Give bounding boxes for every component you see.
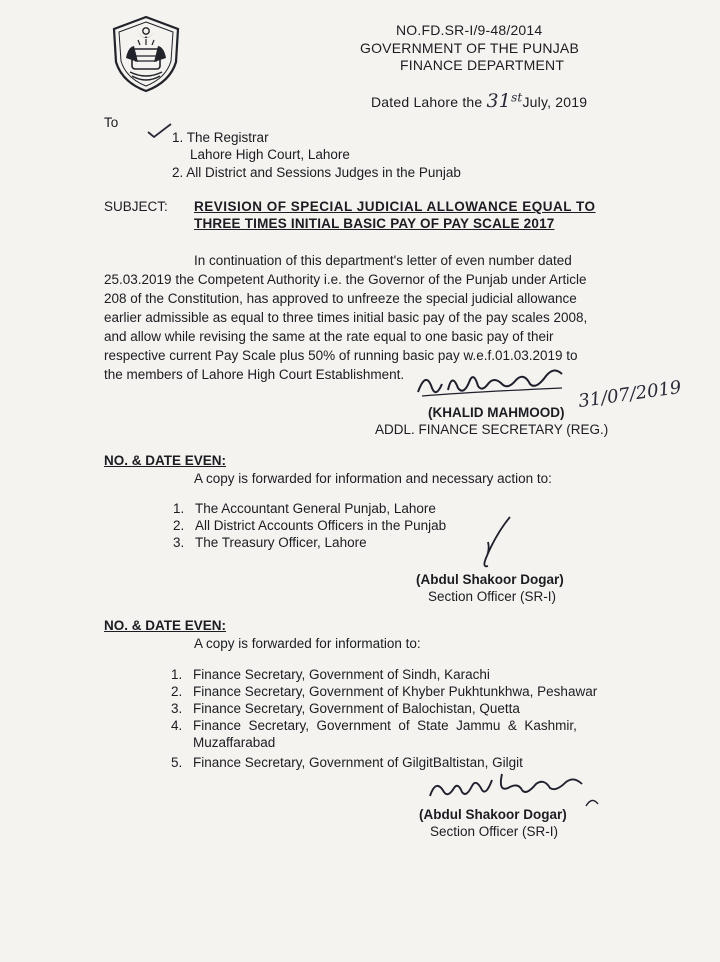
signature-stroke (476, 514, 516, 572)
signatory-title: ADDL. FINANCE SECRETARY (REG.) (375, 422, 609, 437)
copy-intro: A copy is forwarded for information and necessary action to: (194, 471, 552, 486)
body-line-7: the members of Lahore High Court Establishment. (104, 367, 405, 382)
signatory-name: (Abdul Shakoor Dogar) (416, 572, 564, 587)
copy-intro: A copy is forwarded for information to: (194, 636, 421, 651)
list-item-continuation: Muzaffarabad (193, 735, 276, 750)
list-item: 1. The Accountant General Punjab, Lahore (173, 501, 436, 516)
addressee-line: The Registrar (186, 130, 269, 145)
tick-mark-icon (146, 122, 174, 140)
signatory-title: Section Officer (SR-I) (428, 589, 557, 604)
list-item: 2. Finance Secretary, Government of Khyber Pukhtunkhwa, Peshawar (171, 684, 598, 699)
signatory-name: (KHALID MAHMOOD) (428, 405, 565, 420)
copy2-list (171, 666, 597, 771)
list-item: 3. The Treasury Officer, Lahore (173, 535, 367, 550)
subject-line-2: THREE TIMES INITIAL BASIC PAY OF PAY SCALE 2017 (194, 216, 555, 231)
list-item: 4. Finance Secretary, Government of State Jammu & Kashmir, (171, 718, 577, 733)
department-name: FINANCE DEPARTMENT (400, 57, 565, 73)
copy-heading: NO. & DATE EVEN: (104, 618, 227, 633)
addressee-item-number: 1. (172, 130, 184, 145)
body-line-6: respective current Pay Scale plus 50% of running basic pay w.e.f.01.03.2019 to (104, 348, 578, 363)
date-month-year: July, 2019 (522, 94, 588, 110)
reference-number: NO.FD.SR-I/9-48/2014 (396, 22, 543, 38)
addressee-item-number: 2. (172, 165, 184, 180)
to-label: To (104, 115, 119, 130)
copy1-list (173, 500, 446, 551)
handwritten-day-suffix: st (511, 90, 523, 105)
addressee-item-1 (172, 129, 350, 163)
handwritten-day: 31 (486, 90, 512, 112)
body-line-1: In continuation of this department's letter of even number dated (194, 253, 572, 268)
body-line-3: 208 of the Constitution, has approved to unfreeze the special judicial allowance (104, 291, 577, 306)
list-item: 3. Finance Secretary, Government of Balochistan, Quetta (171, 701, 520, 716)
subject-line-1: REVISION OF SPECIAL JUDICIAL ALLOWANCE EQUAL TO (194, 199, 596, 214)
addressee-line: All District and Sessions Judges in the Punjab (186, 165, 461, 180)
signature-khalid-mahmood (412, 362, 580, 404)
signatory-name: (Abdul Shakoor Dogar) (419, 807, 567, 822)
addressee-item-2 (172, 164, 461, 181)
list-item: 5. Finance Secretary, Government of GilgitBaltistan, Gilgit (171, 755, 523, 770)
government-name: GOVERNMENT OF THE PUNJAB (360, 40, 579, 56)
list-item: 2. All District Accounts Officers in the Punjab (173, 518, 447, 533)
list-item: 1. Finance Secretary, Government of Sindh, Karachi (171, 667, 490, 682)
addressee-line: Lahore High Court, Lahore (190, 147, 350, 162)
signature-date: 31/07/2019 (577, 376, 683, 413)
body-line-5: and allow while revising the same at the rate equal to one basic pay of their (104, 329, 554, 344)
body-line-4: earlier admissible as equal to three times initial basic pay of the pay scales 2008, (104, 310, 588, 325)
signatory-title: Section Officer (SR-I) (430, 824, 559, 839)
subject-label: SUBJECT: (104, 199, 168, 214)
copy-heading: NO. & DATE EVEN: (104, 453, 227, 468)
body-line-2: 25.03.2019 the Competent Authority i.e. the Governor of the Punjab under Article (104, 272, 587, 287)
date-prefix: Dated Lahore the (371, 94, 483, 110)
date-line (371, 90, 587, 112)
punjab-emblem-icon (108, 14, 184, 94)
